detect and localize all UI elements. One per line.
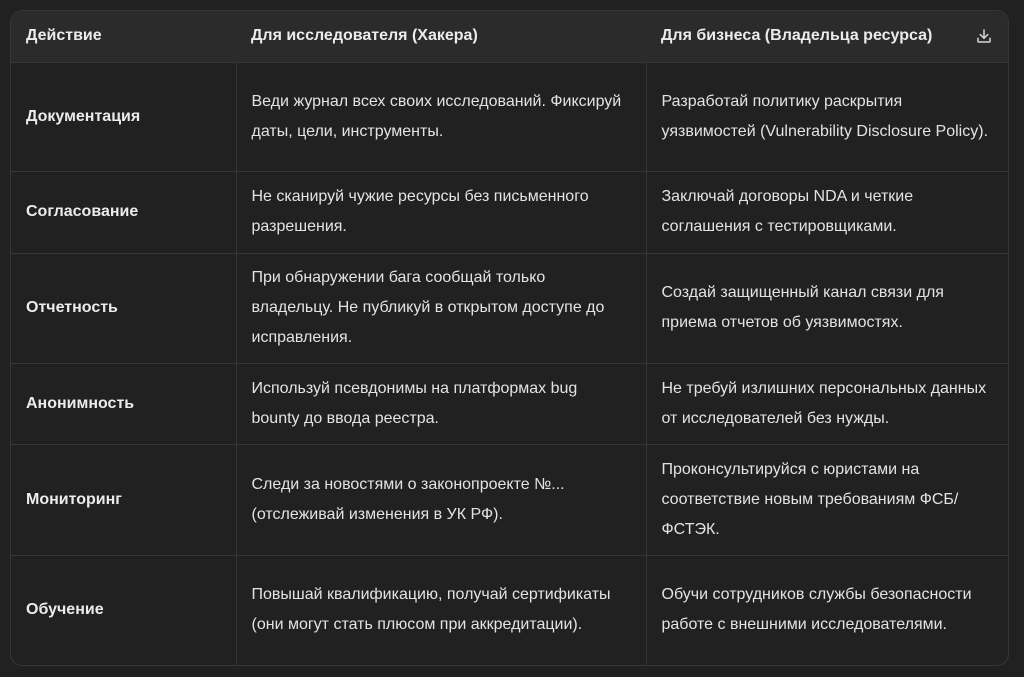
cell-business: Обучи сотрудников службы безопасности работе с внешними исследователями.	[646, 555, 1008, 665]
cell-action: Мониторинг	[26, 490, 122, 508]
table-row	[11, 555, 1008, 665]
cell-business: Создай защищенный канал связи для приема отчетов об уязвимостях.	[646, 253, 1008, 363]
cell-researcher: Следи за новостями о законопроекте №... (отслеживай изменения в УК РФ).	[236, 444, 646, 555]
cell-researcher: Повышай квалификацию, получай сертификаты (они могут стать плюсом при аккредитации).	[236, 555, 646, 665]
cell-business: Заключай договоры NDA и четкие соглашения с тестировщиками.	[646, 171, 1008, 253]
table-row	[11, 363, 1008, 444]
cell-researcher: Веди журнал всех своих исследований. Фиксируй даты, цели, инструменты.	[236, 62, 646, 171]
download-icon[interactable]	[973, 25, 995, 47]
header-action: Действие	[26, 27, 102, 45]
cell-researcher: При обнаружении бага сообщай только владельцу. Не публикуй в открытом доступе до исправления.	[236, 253, 646, 363]
cell-action: Анонимность	[26, 394, 135, 412]
table	[11, 11, 1008, 665]
cell-researcher: Используй псевдонимы на платформах bug bounty до ввода реестра.	[236, 363, 646, 444]
header-business-cell	[646, 11, 1008, 62]
table-row	[11, 62, 1008, 171]
header-row	[11, 11, 1008, 62]
cell-researcher: Не сканируй чужие ресурсы без письменного разрешения.	[236, 171, 646, 253]
cell-action: Обучение	[26, 601, 104, 619]
table-row	[11, 171, 1008, 253]
cell-business: Проконсультируйся с юристами на соответствие новым требованиям ФСБ/ФСТЭК.	[646, 444, 1008, 555]
header-researcher: Для исследователя (Хакера)	[251, 27, 478, 45]
table-body	[11, 62, 1008, 665]
comparison-table	[10, 10, 1009, 666]
cell-action: Документация	[26, 107, 141, 125]
header-business: Для бизнеса (Владельца ресурса)	[661, 27, 933, 45]
cell-action: Отчетность	[26, 299, 118, 316]
cell-business: Разработай политику раскрытия уязвимостей (Vulnerability Disclosure Policy).	[646, 62, 1008, 171]
table-header	[11, 11, 1008, 62]
cell-business: Не требуй излишних персональных данных от исследователей без нужды.	[646, 363, 1008, 444]
table-row	[11, 444, 1008, 555]
table-row	[11, 253, 1008, 363]
cell-action: Согласование	[26, 203, 139, 220]
